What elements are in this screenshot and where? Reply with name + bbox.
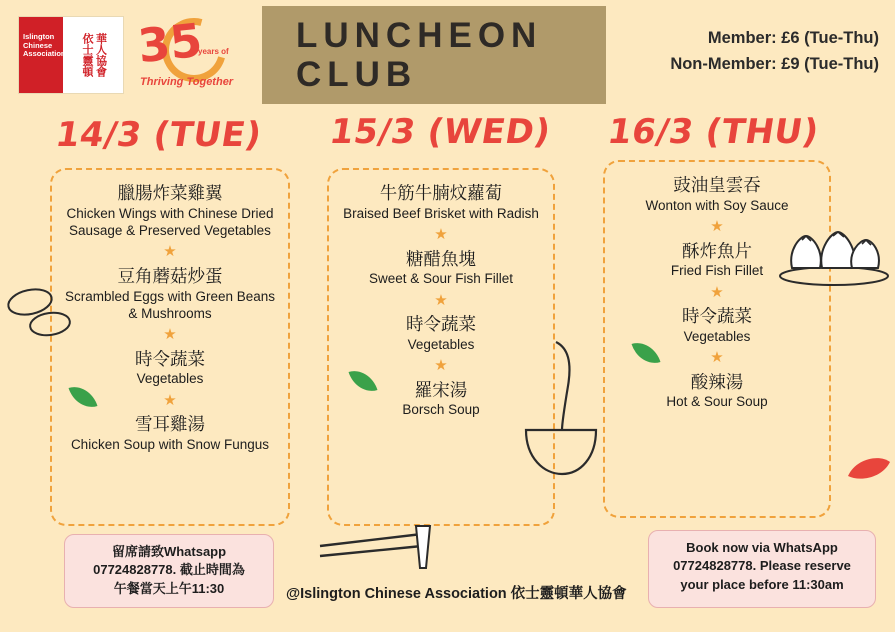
booking-note-line: Book now via WhatsApp bbox=[686, 540, 838, 555]
pricing-block bbox=[670, 26, 879, 77]
dish-name-chinese: 酥炸魚片 bbox=[682, 240, 752, 261]
star-icon: ★ bbox=[434, 291, 448, 309]
star-icon: ★ bbox=[710, 283, 724, 301]
dish-name-english: Wonton with Soy Sauce bbox=[645, 197, 789, 213]
menu-item bbox=[615, 305, 819, 345]
menu-card-wed bbox=[327, 168, 555, 526]
page-title-line-1: LUNCHEON bbox=[296, 15, 543, 55]
day-heading-thu: 16/3 (THU) bbox=[604, 112, 822, 152]
dish-name-english: Vegetables bbox=[407, 336, 475, 352]
menu-card-tue bbox=[50, 168, 290, 526]
star-icon: ★ bbox=[163, 391, 177, 409]
dish-name-english: Braised Beef Brisket with Radish bbox=[343, 205, 539, 221]
menu-item bbox=[62, 413, 278, 453]
booking-note-chinese bbox=[64, 534, 274, 608]
star-icon: ★ bbox=[710, 218, 724, 236]
dish-name-chinese: 時令蔬菜 bbox=[682, 306, 752, 327]
star-icon: ★ bbox=[163, 326, 177, 344]
ica-logo bbox=[18, 16, 124, 94]
star-icon: ★ bbox=[710, 349, 724, 367]
dish-name-english: Vegetables bbox=[683, 328, 751, 344]
menu-card-thu bbox=[603, 160, 831, 518]
ica-logo-name-line-1: Islington Chinese bbox=[23, 32, 55, 50]
dish-name-english: Chicken Soup with Snow Fungus bbox=[70, 436, 270, 452]
menu-item bbox=[62, 265, 278, 322]
member-price: Member: £6 (Tue-Thu) bbox=[707, 29, 879, 47]
anniversary-years-label: years of bbox=[198, 47, 229, 56]
page-title bbox=[262, 6, 606, 104]
ica-logo-chinese-name bbox=[63, 17, 123, 93]
star-icon: ★ bbox=[163, 243, 177, 261]
dish-name-chinese: 臘腸炸菜雞翼 bbox=[117, 183, 223, 203]
ica-logo-chinese-line-1: 依士靈頓 bbox=[81, 33, 93, 77]
anniversary-badge bbox=[132, 14, 242, 96]
booking-note-line: 留席請致Whatsapp bbox=[111, 544, 227, 559]
menu-item bbox=[615, 371, 819, 411]
ica-logo-chinese-line-2: 華人協會 bbox=[94, 33, 107, 77]
non-member-price: Non-Member: £9 (Tue-Thu) bbox=[670, 54, 879, 73]
branding-block bbox=[18, 14, 246, 96]
dish-name-english: Sweet & Sour Fish Fillet bbox=[368, 271, 514, 287]
dish-name-english: Chicken Wings with Chinese Dried Sausage & Preserved Vegetables bbox=[66, 205, 274, 239]
dish-name-chinese: 時令蔬菜 bbox=[406, 314, 476, 335]
dish-name-english: Scrambled Eggs with Green Beans & Mushrooms bbox=[64, 288, 276, 321]
dish-name-english: Vegetables bbox=[136, 371, 204, 387]
star-icon: ★ bbox=[434, 226, 448, 244]
menu-item bbox=[339, 248, 543, 288]
day-heading-tue: 14/3 (TUE) bbox=[52, 115, 265, 155]
dish-name-english: Hot & Sour Soup bbox=[666, 394, 768, 410]
page-header bbox=[0, 0, 895, 110]
booking-note-line: 07724828778. 截止時間為 bbox=[93, 562, 245, 578]
menu-item bbox=[62, 182, 278, 239]
dish-name-chinese: 豆角蘑菇炒蛋 bbox=[117, 265, 223, 286]
menu-item bbox=[615, 174, 819, 214]
day-heading-wed: 15/3 (WED) bbox=[326, 112, 554, 152]
dish-name-chinese: 酸辣湯 bbox=[690, 371, 744, 392]
menu-item bbox=[615, 240, 819, 280]
booking-note-line: 午餐當天上午11:30 bbox=[113, 580, 225, 596]
dish-name-chinese: 豉油皇雲吞 bbox=[673, 175, 761, 195]
anniversary-number: 35 bbox=[135, 12, 205, 74]
dish-name-chinese: 牛筋牛腩炆蘿蔔 bbox=[379, 183, 503, 203]
page-title-line-2: CLUB bbox=[296, 55, 418, 94]
booking-note-line: your place before 11:30am bbox=[680, 576, 844, 592]
star-icon: ★ bbox=[434, 357, 448, 375]
dish-name-chinese: 時令蔬菜 bbox=[135, 348, 205, 369]
dish-name-chinese: 羅宋湯 bbox=[414, 379, 468, 400]
social-handle: @Islington Chinese Association 依士靈頓華人協會 bbox=[286, 586, 627, 602]
chopsticks-icon bbox=[318, 524, 434, 580]
chili-pepper-icon bbox=[846, 452, 892, 482]
dish-name-chinese: 雪耳雞湯 bbox=[135, 414, 205, 435]
dish-name-chinese: 糖醋魚塊 bbox=[406, 248, 476, 269]
menu-item bbox=[339, 313, 543, 353]
dish-name-english: Borsch Soup bbox=[402, 402, 480, 418]
booking-note-english bbox=[648, 530, 876, 608]
ica-logo-name-line-2: Association bbox=[23, 49, 66, 59]
anniversary-tagline: Thriving Together bbox=[140, 76, 234, 88]
dish-name-english: Fried Fish Fillet bbox=[670, 263, 764, 279]
menu-item bbox=[339, 182, 543, 222]
ica-logo-english-name bbox=[19, 17, 66, 93]
booking-note-line: 07724828778. Please reserve bbox=[673, 558, 851, 574]
menu-item bbox=[62, 348, 278, 388]
menu-item bbox=[339, 379, 543, 419]
